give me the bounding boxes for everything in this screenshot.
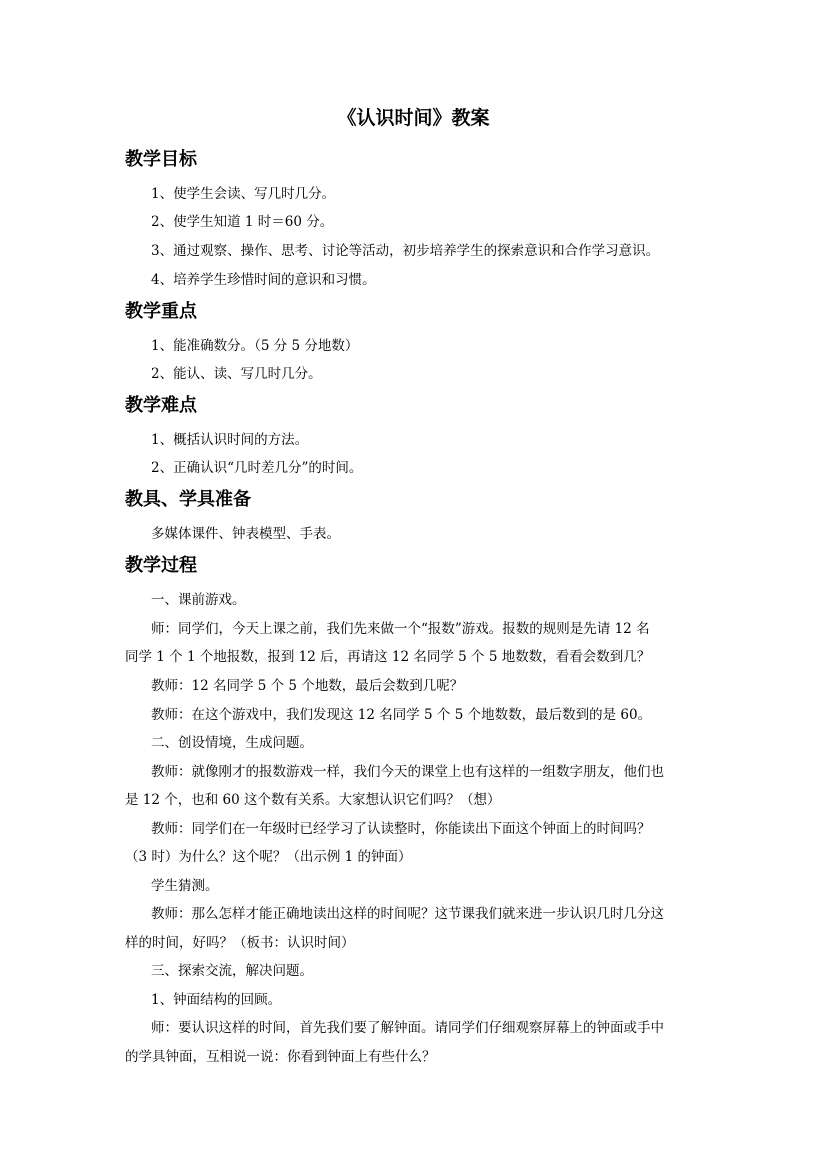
process-line: 学生猜测。 — [151, 878, 219, 894]
goal-item: 4、培养学生珍惜时间的意识和习惯。 — [151, 272, 376, 288]
goal-item: 3、通过观察、操作、思考、讨论等活动，初步培养学生的探索意识和合作学习意识。 — [151, 243, 660, 259]
goal-item: 2、使学生知道 1 时＝60 分。 — [151, 214, 334, 230]
heading-difficulties: 教学难点 — [125, 395, 197, 416]
process-line: 三、探索交流，解决问题。 — [151, 963, 313, 979]
process-line: 1、钟面结构的回顾。 — [151, 992, 282, 1008]
key-point-item: 2、能认、读、写几时几分。 — [151, 366, 322, 382]
process-line: 师：要认识这样的时间，首先我们要了解钟面。请同学们仔细观察屏幕上的钟面或手中 — [151, 1020, 664, 1036]
process-line: 样的时间，好吗？（板书：认识时间） — [125, 935, 355, 951]
process-line: （3 时）为什么？这个呢？（出示例 1 的钟面） — [125, 849, 412, 865]
process-line: 教师：12 名同学 5 个 5 个地数，最后会数到几呢？ — [151, 678, 464, 694]
process-line: 的学具钟面，互相说一说：你看到钟面上有些什么？ — [125, 1049, 436, 1065]
process-line: 教师：同学们在一年级时已经学习了认读整时，你能读出下面这个钟面上的时间吗？ — [151, 821, 651, 837]
heading-teaching-goals: 教学目标 — [125, 149, 197, 170]
process-line: 师：同学们，今天上课之前，我们先来做一个“报数”游戏。报数的规则是先请 12 名 — [151, 621, 650, 637]
heading-key-points: 教学重点 — [125, 301, 197, 322]
process-line: 同学 1 个 1 个地报数，报到 12 后，再请这 12 名同学 5 个 5 地数数，看看会数到几？ — [125, 649, 651, 665]
difficulty-item: 2、正确认识“几时差几分”的时间。 — [151, 460, 363, 476]
process-line: 教师：就像刚才的报数游戏一样，我们今天的课堂上也有这样的一组数字朋友，他们也 — [151, 764, 664, 780]
process-line: 二、创设情境，生成问题。 — [151, 735, 313, 751]
heading-process: 教学过程 — [125, 555, 197, 576]
difficulty-item: 1、概括认识时间的方法。 — [151, 432, 309, 448]
process-line: 一、课前游戏。 — [151, 592, 246, 608]
materials-item: 多媒体课件、钟表模型、手表。 — [151, 526, 340, 542]
process-line: 教师：那么怎样才能正确地读出这样的时间呢？这节课我们就来进一步认识几时几分这 — [151, 906, 664, 922]
process-line: 是 12 个，也和 60 这个数有关系。大家想认识它们吗？（想） — [125, 792, 501, 808]
process-line: 教师：在这个游戏中，我们发现这 12 名同学 5 个 5 个地数数，最后数到的是 60。 — [151, 707, 652, 723]
heading-materials: 教具、学具准备 — [125, 489, 251, 510]
key-point-item: 1、能准确数分。（5 分 5 分地数） — [151, 338, 359, 354]
goal-item: 1、使学生会读、写几时几分。 — [151, 186, 336, 202]
document-title: 《认识时间》教案 — [337, 107, 490, 129]
